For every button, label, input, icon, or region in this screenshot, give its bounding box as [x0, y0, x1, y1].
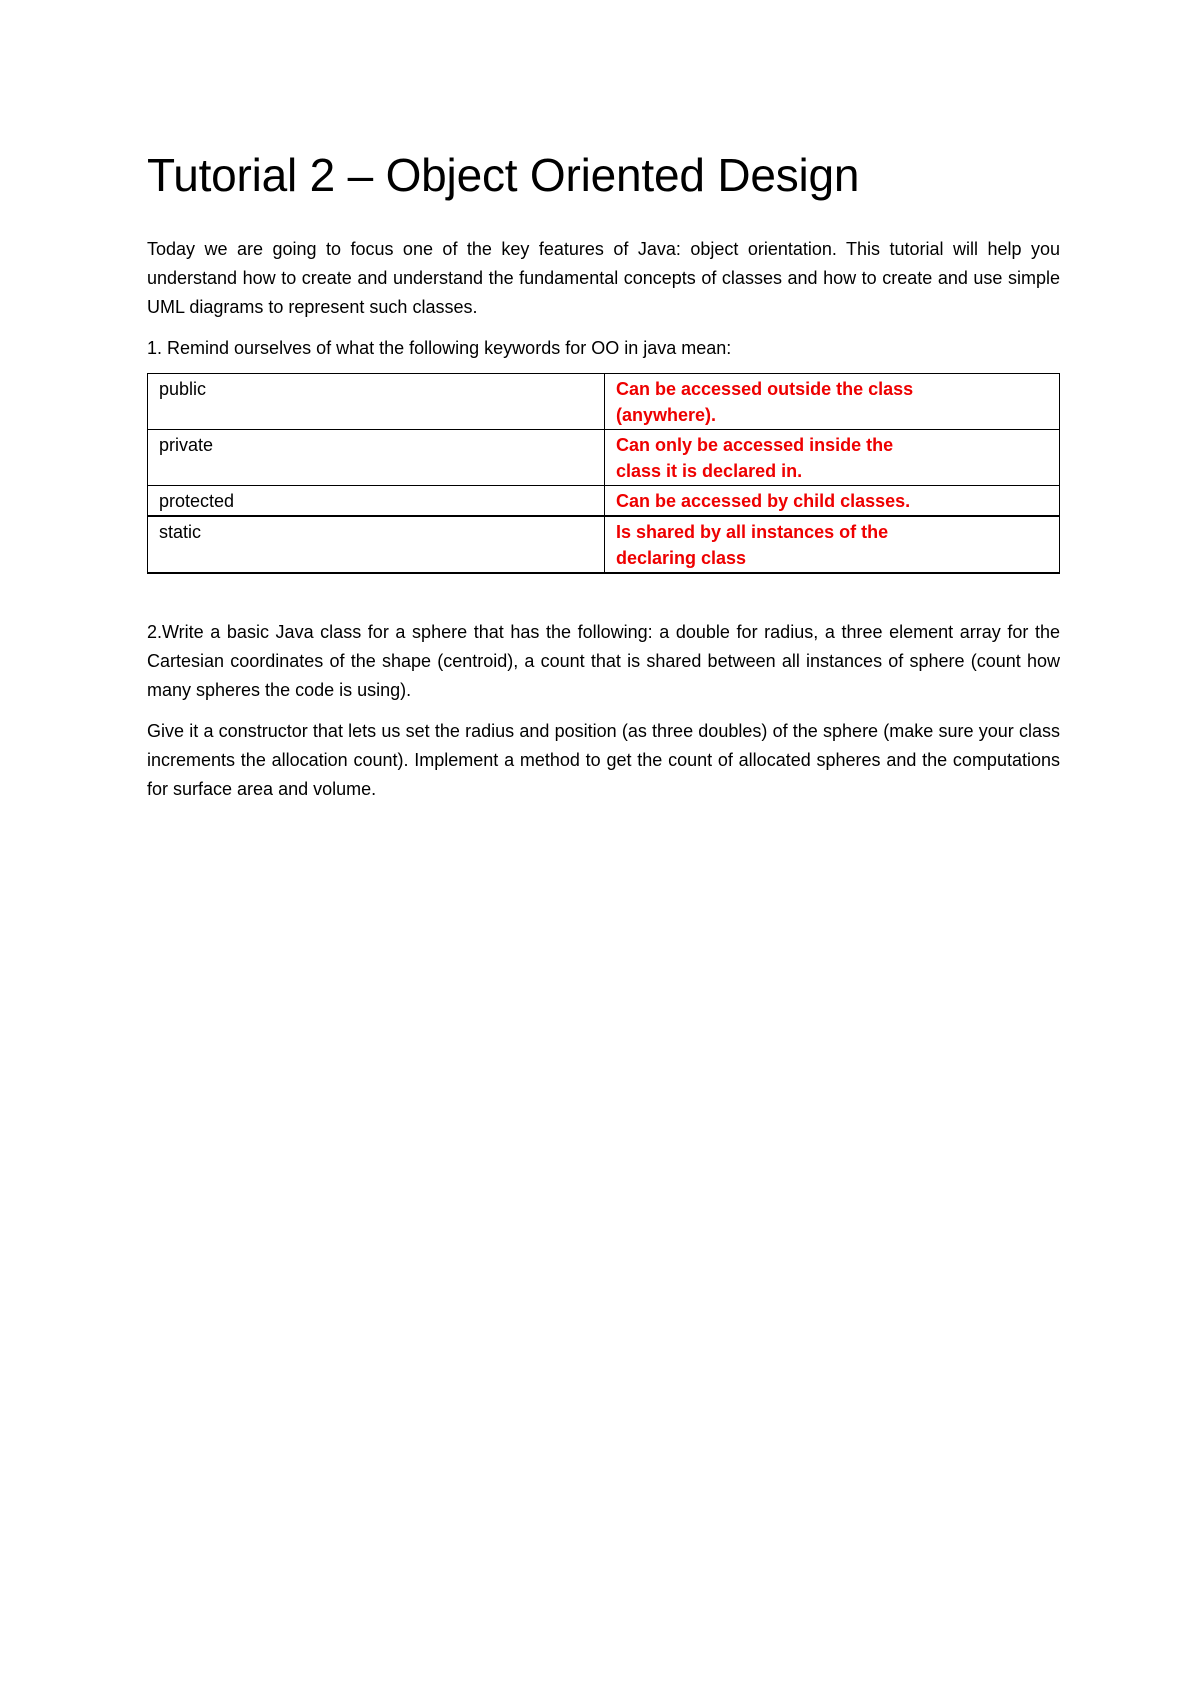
- keyword-term: private: [148, 429, 605, 485]
- table-row: [148, 485, 1060, 516]
- keyword-meaning: Can be accessed by child classes.: [605, 485, 1060, 516]
- question-2-followup-text: Give it a constructor that lets us set the radius and position (as three doubles) of the sphere (make sure your class increments the allocation count). Implement a method to get the count of allocated spheres and the computations for surface area and volume.: [147, 720, 1060, 799]
- question-2-text: 2.Write a basic Java class for a sphere that has the following: a double for radius, a three element array for the Cartesian coordinates of the shape (centroid), a count that is shared between all instances of sphere (count how many spheres the code is using).: [147, 621, 1060, 700]
- table-row: [148, 429, 1060, 485]
- keywords-table: [147, 373, 1060, 574]
- keyword-meaning: Is shared by all instances of the declaring class: [605, 516, 1060, 573]
- keyword-meaning: Can only be accessed inside the class it is declared in.: [605, 429, 1060, 485]
- document-page: [147, 150, 1060, 816]
- keyword-term: protected: [148, 485, 605, 516]
- table-row: [148, 516, 1060, 573]
- page-title: Tutorial 2 – Object Oriented Design: [147, 149, 860, 201]
- keyword-term: static: [148, 516, 605, 573]
- keyword-term: public: [148, 373, 605, 429]
- keyword-meaning: Can be accessed outside the class (anywhere).: [605, 373, 1060, 429]
- table-row: [148, 373, 1060, 429]
- intro-paragraph: Today we are going to focus one of the key features of Java: object orientation. This tutorial will help you understand how to create and understand the fundamental concepts of classes and how to create and use simple UML diagrams to represent such classes.: [147, 238, 1060, 317]
- question-1-text: 1. Remind ourselves of what the following keywords for OO in java mean:: [147, 337, 732, 358]
